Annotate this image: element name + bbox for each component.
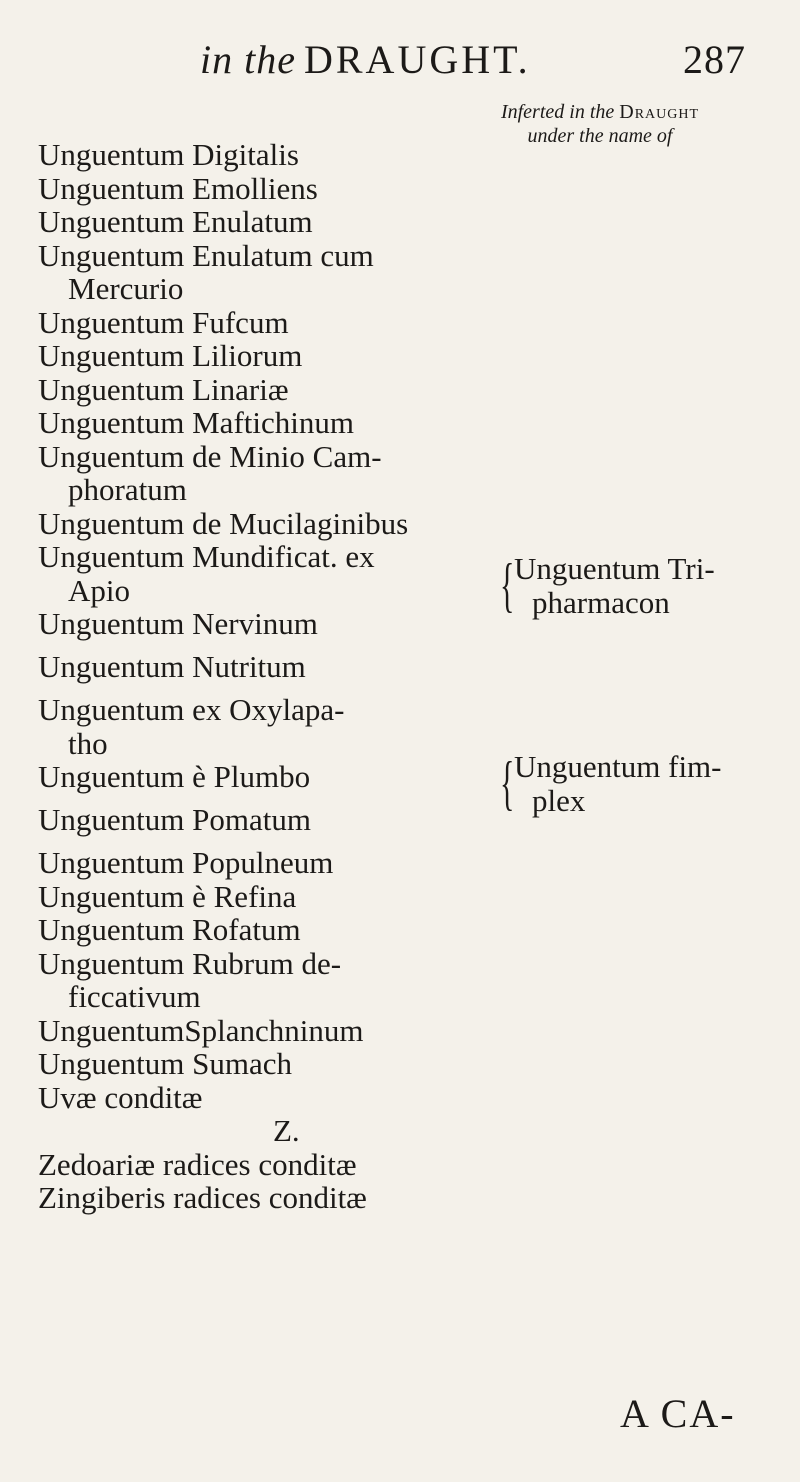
bracket-note-line-1: Unguentum fim- — [514, 749, 722, 784]
page-number: 287 — [683, 37, 746, 82]
catchword: A CA- — [620, 1391, 736, 1436]
bracket-note-line-2: plex — [532, 782, 586, 818]
list-item: Zedoariæ radices conditæ — [38, 1146, 357, 1182]
list-item: Unguentum Sumach — [38, 1046, 292, 1081]
section-letter-heading: Z. — [273, 1113, 300, 1148]
column-heading-line-2: under the name of — [527, 125, 673, 147]
list-item: Unguentum Rubrum de- ficcativum — [38, 945, 342, 1014]
list-item: Unguentum è Plumbo — [38, 759, 311, 794]
list-item: Unguentum Nervinum — [38, 606, 318, 641]
list-item: Unguentum Liliorum — [38, 338, 303, 373]
list-item: Unguentum Populneum — [38, 845, 334, 880]
curly-brace-icon: { — [500, 552, 515, 618]
list-item: Unguentum Emolliens — [38, 170, 318, 206]
list-item: Unguentum è Refina — [38, 878, 297, 914]
list-item: Unguentum Rofatum — [38, 912, 301, 947]
column-heading-prefix: Inferted in the — [500, 101, 615, 123]
list-item: Unguentum de Minio Cam- phoratum — [38, 438, 382, 507]
column-heading-draught: Draught — [619, 101, 700, 123]
list-item: Unguentum Fufcum — [38, 304, 289, 340]
list-item: Unguentum Linariæ — [38, 371, 289, 407]
ointment-list — [38, 138, 468, 1215]
list-item: Unguentum Pomatum — [38, 801, 311, 837]
bracket-note-line-1: Unguentum Tri- — [514, 551, 715, 586]
list-item: Unguentum de Mucilaginibus — [38, 505, 409, 541]
list-item: Unguentum Nutritum — [38, 648, 306, 684]
list-item: UnguentumSplanchninum — [38, 1012, 364, 1048]
list-item: Uvæ conditæ — [38, 1079, 203, 1115]
column-heading-line-1 — [440, 100, 760, 124]
list-item: Unguentum Digitalis — [38, 137, 299, 172]
running-head-italic: in the — [200, 37, 296, 82]
bracket-note-line-2: pharmacon — [532, 584, 670, 620]
list-item: Unguentum Enulatum — [38, 204, 313, 239]
list-item: Unguentum Enulatum cum Mercurio — [38, 237, 374, 306]
curly-brace-icon: { — [500, 750, 515, 816]
list-item: Unguentum ex Oxylapa- tho — [38, 692, 345, 761]
column-heading-note — [440, 100, 760, 148]
list-item: Unguentum Maftichinum — [38, 405, 354, 440]
list-item: Unguentum Mundificat. ex Apio — [38, 539, 375, 608]
list-item: Zingiberis radices conditæ — [38, 1180, 367, 1215]
running-head — [200, 36, 760, 83]
running-head-title: DRAUGHT. — [303, 37, 531, 82]
